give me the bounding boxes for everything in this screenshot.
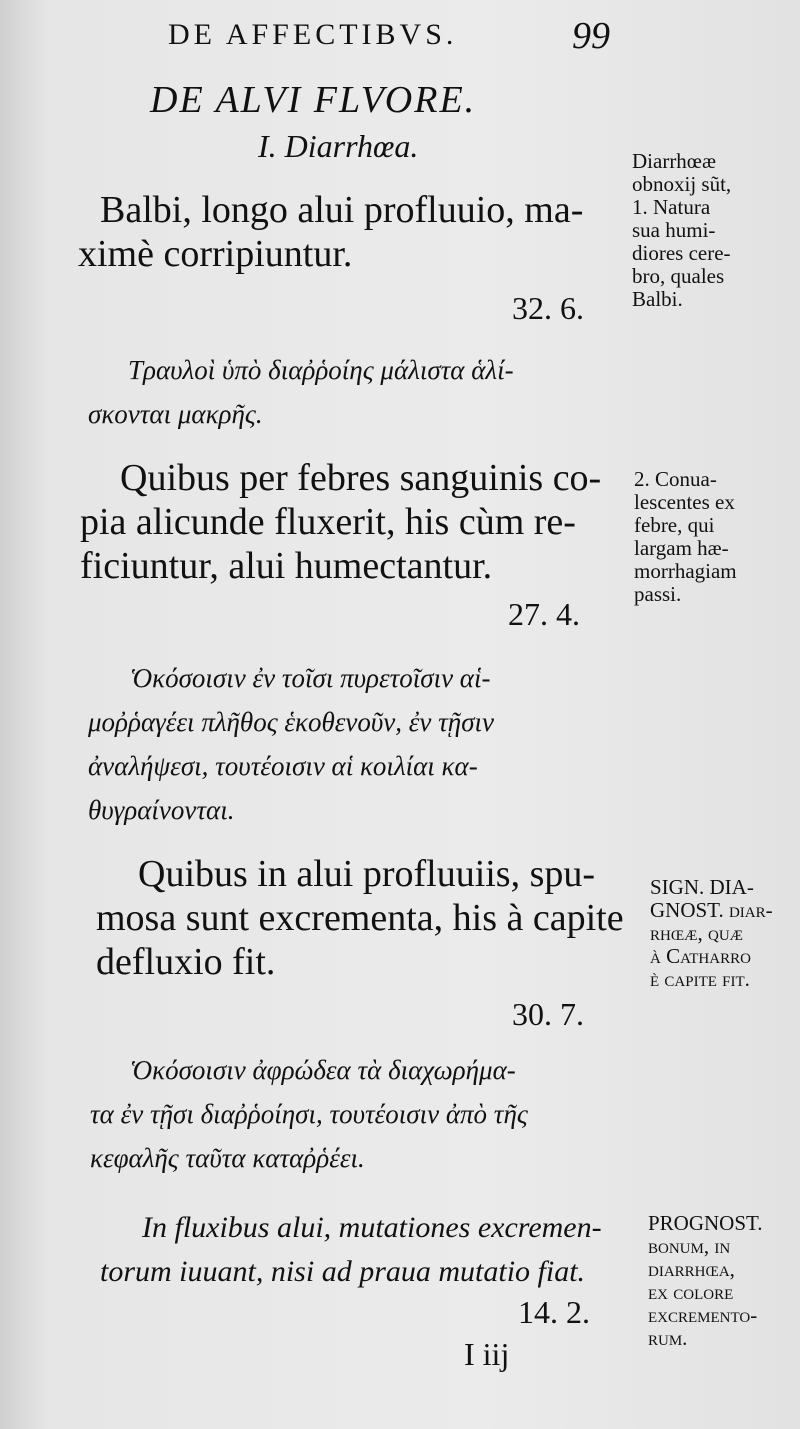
note-line: GNOST. diar-: [650, 898, 773, 922]
text-line: Balbi, longo alui profluuio, ma-: [100, 189, 584, 231]
aphorism-reference: 14. 2.: [518, 1294, 590, 1330]
text-line: defluxio fit.: [96, 941, 276, 983]
note-line: 2. Conua-: [634, 467, 717, 491]
page-number: 99: [572, 15, 610, 57]
note-line: SIGN. DIA-: [650, 875, 754, 899]
latin-text: [100, 1206, 602, 1294]
text-line: pia alicunde fluxerit, his cùm re-: [80, 501, 576, 543]
text-line: torum iuuant, nisi ad praua mutatio fiat.: [100, 1255, 586, 1288]
aphorism-reference: 27. 4.: [508, 596, 580, 632]
aphorism-reference: 30. 7.: [512, 996, 584, 1032]
note-line: rhœæ, quæ: [650, 921, 744, 945]
text-line: μοῤῥαγέει πλῆθος ἑκοθενοῦν, ἐν τῇσιν: [88, 707, 494, 737]
bleed-through: [80, 300, 88, 334]
margin-note: [632, 150, 731, 311]
margin-note: [648, 1212, 763, 1350]
note-line: bonum, in: [648, 1234, 731, 1258]
greek-text: [88, 656, 494, 832]
text-line: κεφαλῆς ταῦτα καταῤῥέει.: [90, 1143, 365, 1173]
latin-text: [80, 456, 602, 588]
text-line: Ὁκόσοισιν ἐν τοῖσι πυρετοῖσιν αἱ-: [130, 663, 491, 693]
section-subtitle: I. Diarrhœa.: [258, 128, 419, 164]
text-line: Ὁκόσοισιν ἀφρώδεα τὰ διαχωρήμα-: [130, 1055, 516, 1085]
text-line: ficiuntur, alui humectantur.: [80, 545, 493, 587]
note-line: à Catharro: [650, 944, 751, 968]
greek-text: [90, 1048, 528, 1180]
note-line: diores cere-: [632, 241, 731, 265]
note-line: largam hæ-: [634, 536, 729, 560]
note-line: PROGNOST.: [648, 1211, 763, 1235]
text-line: mosa sunt excrementa, his à capite: [96, 897, 624, 939]
text-line: σκονται μακρῆς.: [88, 399, 263, 429]
note-line: lescentes ex: [634, 490, 735, 514]
signature-mark: I iij: [464, 1336, 510, 1372]
note-line: diarrhœa,: [648, 1257, 735, 1281]
text-line: ximè corripiuntur.: [78, 233, 353, 275]
latin-text: [96, 852, 624, 984]
note-line: passi.: [634, 582, 682, 606]
text-line: ἀναλήψεσι, τουτέοισιν αἱ κοιλίαι κα-: [88, 751, 478, 781]
note-line: ex colore: [648, 1280, 734, 1304]
text-line: Quibus per febres sanguinis co-: [120, 457, 602, 499]
running-title: DE AFFECTIBVS.: [168, 18, 458, 51]
note-line: morrhagiam: [634, 559, 737, 583]
text-line: τα ἐν τῇσι διαῤῥοίησι, τουτέοισιν ἀπὸ τῆς: [90, 1099, 528, 1129]
note-line: rum.: [648, 1326, 688, 1350]
text-line: Τραυλοὶ ὑπὸ διαῤῥοίης μάλιστα ἁλί-: [128, 355, 514, 385]
note-line: febre, qui: [634, 513, 715, 537]
note-line: bro, quales: [632, 264, 725, 288]
text-line: In fluxibus alui, mutationes excremen-: [142, 1211, 602, 1244]
note-line: è capite fit.: [650, 967, 750, 991]
text-line: θυγραίνονται.: [88, 795, 235, 825]
note-line: obnoxij sũt,: [632, 172, 732, 196]
note-line: Balbi.: [632, 287, 683, 311]
margin-note: [650, 876, 773, 991]
latin-text: [78, 188, 584, 276]
margin-note: [634, 468, 737, 606]
text-line: Quibus in alui profluuiis, spu-: [138, 853, 596, 895]
note-line: sua humi-: [632, 218, 716, 242]
note-line: Diarrhœæ: [632, 149, 716, 173]
note-line: excremento-: [648, 1303, 758, 1327]
greek-text: [88, 348, 514, 436]
section-title: DE ALVI FLVORE.: [150, 79, 477, 121]
aphorism-reference: 32. 6.: [512, 290, 584, 326]
note-line: 1. Natura: [632, 195, 711, 219]
